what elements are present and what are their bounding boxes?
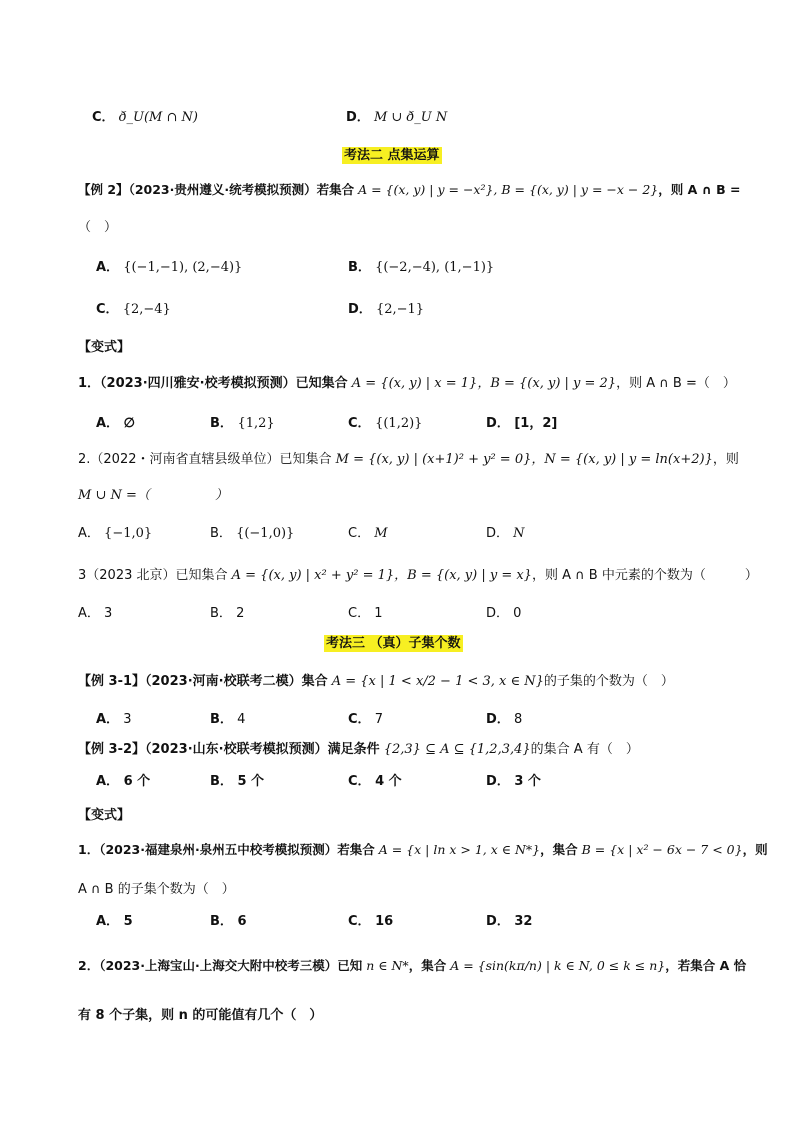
option-d bbox=[486, 602, 521, 621]
option-text: 3 bbox=[123, 712, 132, 727]
option-c bbox=[348, 522, 388, 541]
option-a bbox=[96, 256, 242, 275]
variant-question-1 bbox=[78, 840, 768, 858]
option-a bbox=[78, 522, 152, 541]
option-text: 8 bbox=[513, 712, 523, 727]
option-label: D． bbox=[486, 914, 510, 929]
question-2 bbox=[78, 448, 739, 467]
option-c bbox=[348, 910, 393, 929]
question-3 bbox=[78, 564, 758, 583]
question-number: 2． bbox=[78, 958, 100, 973]
section-title: 考法三 （真）子集个数 bbox=[326, 636, 461, 651]
option-d bbox=[486, 708, 522, 727]
option-label: B． bbox=[348, 260, 371, 275]
option-label: D． bbox=[486, 416, 510, 431]
question-source: （2022・河南省直辖县级单位）已知集合 bbox=[90, 452, 332, 467]
question-math: {2,3} ⊆ A ⊆ {1,2,3,4} bbox=[383, 742, 531, 757]
option-text: {2,−4} bbox=[122, 302, 171, 317]
option-label: C． bbox=[348, 526, 371, 541]
option-a bbox=[78, 602, 112, 621]
option-c bbox=[348, 602, 383, 621]
example-tag: 【例 3-2】 bbox=[78, 742, 146, 757]
option-b bbox=[210, 602, 244, 621]
option-text: 32 bbox=[514, 914, 533, 929]
option-d bbox=[486, 522, 525, 541]
question-continuation: M ∪ N =（ ） bbox=[78, 488, 228, 503]
option-text: 6 个 bbox=[123, 774, 151, 789]
option-label: A． bbox=[96, 774, 120, 789]
option-a bbox=[96, 412, 135, 431]
option-text: 7 bbox=[374, 712, 383, 727]
option-text: 3 bbox=[104, 606, 113, 621]
question-number: 3 bbox=[78, 568, 87, 583]
example-tag: 【例 3-1】 bbox=[78, 674, 146, 689]
question-math-2: A = {sin(kπ/n) | k ∈ N, 0 ≤ k ≤ n} bbox=[450, 958, 666, 973]
example-tag: 【例 2】 bbox=[78, 182, 129, 197]
option-b bbox=[210, 910, 247, 929]
option-d bbox=[486, 770, 541, 789]
option-text: 4 bbox=[237, 712, 246, 727]
option-a bbox=[96, 910, 133, 929]
option-c bbox=[96, 298, 171, 317]
question-math: A = {(x, y) | x = 1}，B = {(x, y) | y = 2} bbox=[351, 376, 617, 391]
option-text: N bbox=[513, 526, 525, 541]
option-label: B． bbox=[210, 774, 233, 789]
option-label: D． bbox=[486, 526, 510, 541]
question-tail: ，则 bbox=[712, 452, 739, 467]
option-text: {1,2} bbox=[237, 416, 275, 431]
option-label: B． bbox=[210, 416, 233, 431]
option-text: {(1,2)} bbox=[375, 416, 423, 431]
option-math: ð_U(M ∩ N) bbox=[118, 110, 198, 125]
option-b bbox=[348, 256, 494, 275]
option-label: A． bbox=[96, 260, 120, 275]
option-text: {(−2,−4), (1,−1)} bbox=[375, 260, 495, 275]
question-source: （2023·山东·校联考模拟预测）满足条件 bbox=[145, 742, 380, 757]
option-text: [1，2] bbox=[514, 416, 558, 431]
option-b bbox=[210, 522, 294, 541]
option-c bbox=[348, 708, 383, 727]
option-text: {2,−1} bbox=[375, 302, 425, 317]
question-math: A = {x | 1 < x/2 − 1 < 3, x ∈ N} bbox=[331, 674, 544, 689]
question-source: （2023·河南·校联考二模）集合 bbox=[145, 674, 328, 689]
option-label: D． bbox=[348, 302, 372, 317]
question-number: 1． bbox=[78, 842, 100, 857]
question-continuation: A ∩ B 的子集个数为（ ） bbox=[78, 882, 235, 897]
option-b bbox=[210, 412, 275, 431]
option-c bbox=[92, 106, 198, 125]
question-source: （2023 北京）已知集合 bbox=[86, 568, 228, 583]
question-number: 2. bbox=[78, 452, 91, 467]
question-tail: ，若集合 A 恰 bbox=[665, 958, 747, 973]
option-math: M ∪ ð_U N bbox=[373, 110, 448, 125]
option-label: B． bbox=[210, 914, 233, 929]
question-tail: ，则 A ∩ B =（ ） bbox=[616, 376, 736, 391]
option-text: ∅ bbox=[123, 416, 135, 431]
variant-question-2 bbox=[78, 956, 746, 974]
option-label: B． bbox=[210, 526, 232, 541]
option-text: 16 bbox=[375, 914, 394, 929]
question-tail: ，则 A ∩ B = bbox=[658, 182, 741, 197]
question-math: A = {(x, y) | x² + y² = 1}，B = {(x, y) | y = x} bbox=[231, 568, 532, 583]
option-text: M bbox=[374, 526, 388, 541]
option-text: 3 个 bbox=[514, 774, 541, 789]
option-label: B． bbox=[210, 712, 233, 727]
option-label: D． bbox=[486, 774, 510, 789]
option-label: A． bbox=[96, 712, 120, 727]
option-text: {(−1,−1), (2,−4)} bbox=[123, 260, 243, 275]
question-math: n ∈ N* bbox=[366, 958, 409, 973]
example-3-2 bbox=[78, 738, 639, 757]
option-b bbox=[210, 708, 245, 727]
option-d bbox=[346, 106, 447, 125]
question-tail: ，则 A ∩ B 中元素的个数为（ ） bbox=[531, 568, 758, 583]
question-tail: 的子集的个数为（ ） bbox=[543, 674, 674, 689]
question-continuation: 有 8 个子集，则 n 的可能值有几个（ ） bbox=[78, 1008, 323, 1023]
option-text: {−1,0} bbox=[104, 526, 153, 541]
option-label: C． bbox=[348, 712, 371, 727]
option-label: B． bbox=[210, 606, 232, 621]
option-label: A． bbox=[78, 606, 100, 621]
option-c bbox=[348, 770, 402, 789]
option-label: C． bbox=[96, 302, 119, 317]
option-text: 6 bbox=[237, 914, 247, 929]
section-heading bbox=[324, 632, 463, 651]
variant-heading: 【变式】 bbox=[78, 340, 131, 355]
option-label: D． bbox=[486, 606, 510, 621]
option-label: A． bbox=[78, 526, 100, 541]
option-text: 4 个 bbox=[375, 774, 402, 789]
option-label: D． bbox=[346, 110, 370, 125]
section-heading bbox=[342, 144, 442, 163]
question-math: A = {(x, y) | y = −x²}, B = {(x, y) | y = −x − 2} bbox=[358, 182, 659, 197]
question-math: A = {x | ln x > 1, x ∈ N*} bbox=[378, 842, 541, 857]
option-a bbox=[96, 708, 131, 727]
question-math: M = {(x, y) | (x+1)² + y² = 0}，N = {(x, y) | y = ln(x+2)} bbox=[335, 452, 713, 467]
question-mid: ，集合 bbox=[540, 842, 578, 857]
option-d bbox=[486, 412, 557, 431]
question-number: 1． bbox=[78, 376, 101, 391]
option-label: A． bbox=[96, 416, 120, 431]
option-label: A． bbox=[96, 914, 120, 929]
option-text: {(−1,0)} bbox=[236, 526, 295, 541]
option-c bbox=[348, 412, 422, 431]
option-text: 5 bbox=[123, 914, 133, 929]
example-3-1 bbox=[78, 670, 674, 689]
option-label: C． bbox=[348, 416, 371, 431]
option-label: C． bbox=[92, 110, 115, 125]
option-label: C． bbox=[348, 774, 371, 789]
option-a bbox=[96, 770, 150, 789]
question-1 bbox=[78, 372, 736, 391]
question-source: （2023·四川雅安·校考模拟预测）已知集合 bbox=[100, 376, 348, 391]
variant-heading: 【变式】 bbox=[78, 808, 131, 823]
option-label: D． bbox=[486, 712, 510, 727]
question-tail: 的集合 A 有（ ） bbox=[530, 742, 639, 757]
question-tail: ，则 bbox=[742, 842, 768, 857]
option-text: 1 bbox=[374, 606, 383, 621]
option-text: 2 bbox=[236, 606, 245, 621]
question-source: （2023·贵州遵义·统考模拟预测）若集合 bbox=[128, 182, 355, 197]
option-text: 0 bbox=[513, 606, 522, 621]
option-d bbox=[348, 298, 424, 317]
option-label: C． bbox=[348, 606, 371, 621]
question-mid: ，集合 bbox=[408, 958, 447, 973]
option-text: 5 个 bbox=[237, 774, 265, 789]
section-title: 考法二 点集运算 bbox=[344, 148, 440, 163]
question-math-2: B = {x | x² − 6x − 7 < 0} bbox=[581, 842, 743, 857]
question-source: （2023·上海宝山·上海交大附中校考三模）已知 bbox=[99, 958, 363, 973]
option-d bbox=[486, 910, 532, 929]
option-label: C． bbox=[348, 914, 371, 929]
question-source: （2023·福建泉州·泉州五中校考模拟预测）若集合 bbox=[99, 842, 375, 857]
answer-paren: （ ） bbox=[78, 220, 118, 235]
option-b bbox=[210, 770, 264, 789]
example-2 bbox=[78, 180, 740, 198]
